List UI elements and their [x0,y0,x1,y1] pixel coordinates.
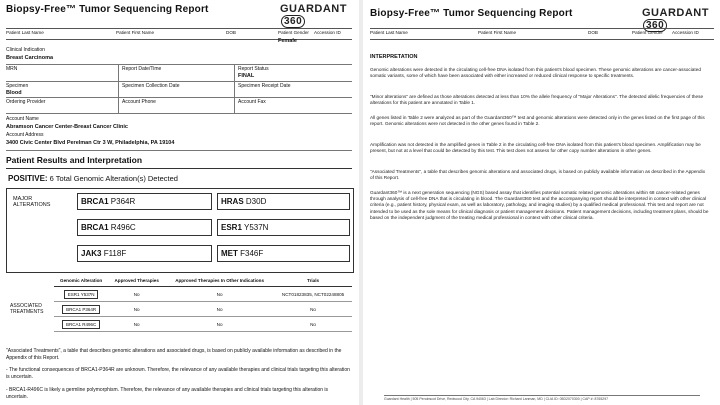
patient-first-name-label: Patient First Name [478,30,517,35]
other-indications-cell: No [165,302,274,317]
table-row [54,302,352,317]
alteration-card: BRCA1 P364R [77,193,212,210]
alteration-card: MET F346F [217,245,350,262]
positive-summary: POSITIVE: 6 Total Genomic Alteration(s) Detected [8,174,178,183]
interpretation-paragraph: All genes listed in Table 2 were analyzed as part of the Guardant360™ test and genomic alterations were detected only in the genes listed on the first page of this report. Genomic alterations were not detected in the other genes found in Table 2. [370,115,705,127]
table-row [54,287,352,302]
report-date-label: Report Date/Time [122,66,162,72]
grid-line [6,81,352,82]
other-indications-cell: No [165,287,274,302]
report-page-2 [364,0,720,405]
column-header: Approved Therapies [108,274,165,287]
approved-cell: No [108,317,165,332]
patient-gender-label: Patient Gender [278,30,309,35]
patient-gender-value: Female [278,38,297,44]
guardant-logo: GUARDANT360 [642,7,709,31]
grid-line [6,113,352,114]
major-alterations-box [6,188,354,273]
results-section-title: Patient Results and Interpretation [6,155,143,165]
patient-first-name-label: Patient First Name [116,30,155,35]
grid-line [6,97,352,98]
note-brca1-r496c: - BRCA1-R496C is likely a germline polymorphism. Therefore, the relevance of any available therapies and clinical trials targeting this alteration is uncertain. [6,387,329,400]
account-fax-label: Account Fax [238,99,266,105]
interpretation-paragraph: Genomic alterations were detected in the circulating cell-free DNA isolated from this patient's blood specimen. These genomic alterations are cancer-associated somatic variants, some of which have been associated with either increased or reduced clinical response to specific treatments. [370,67,701,79]
report-title: Biopsy-Free™ Tumor Sequencing Report [6,4,209,15]
account-name-label: Account Name [6,116,39,122]
table-row [54,317,352,332]
report-title: Biopsy-Free™ Tumor Sequencing Report [370,8,573,19]
guardant-logo: GUARDANT360 [280,3,347,27]
patient-last-name-label: Patient Last Name [6,30,44,35]
accession-id-label: Accession ID [314,30,341,35]
interpretation-heading: INTERPRETATION [370,54,418,60]
trials-cell: NCT01823835, NCT02248805 [274,287,352,302]
approved-cell: No [108,302,165,317]
alteration-tag: ESR1 Y537N [64,290,99,299]
clinical-indication-label: Clinical Indication [6,47,45,53]
clinical-indication-value: Breast Carcinoma [6,55,54,61]
other-indications-cell: No [165,317,274,332]
grid-line [234,64,235,113]
alteration-card: BRCA1 R496C [77,219,212,236]
patient-gender-label: Patient Gender [632,30,663,35]
section-rule [6,168,352,169]
account-address-value: 3400 Civic Center Blvd Perelman Ctr 3 W, Philadelphia, PA 19104 [6,140,175,146]
dob-label: DOB [588,30,598,35]
specimen-value: Blood [6,90,22,96]
table-header-row [54,274,352,287]
specimen-label: Specimen [6,83,29,89]
trials-cell: No [274,317,352,332]
patient-header-bar [6,28,352,40]
note-associated-treatments: "Associated Treatments", a table that describes genomic alterations and associated drugs, is based on publicly available information as described in the Appendix of this Report. [6,348,342,361]
alteration-card: JAK3 F118F [77,245,212,262]
note-brca1-p364r: - The functional consequences of BRCA1-P364R are unknown. Therefore, the relevance of any available therapies and clinical trials targeting this alteration is uncertain. [6,367,350,380]
grid-line [6,150,352,151]
approved-cell: No [108,287,165,302]
report-page-1 [0,0,358,405]
page-divider [359,0,363,405]
associated-treatments-table [54,274,352,332]
associated-treatments-label: ASSOCIATED TREATMENTS [10,303,44,315]
account-name-value: Abramson Cancer Center-Breast Cancer Clinic [6,124,128,130]
collection-date-label: Specimen Collection Date [122,83,180,89]
mrn-label: MRN [6,66,18,72]
report-status-value: FINAL [238,73,255,79]
interpretation-paragraph: "Minor alterations" are defined as those alterations detected at less than 10% the allele frequency of "Major Alterations". The detected allelic frequencies of these alterations for this patient are annotated in Table 1. [370,94,704,106]
grid-line [6,64,352,65]
page-footer: Guardant Health | 505 Penobscot Drive, Redwood City, CA 94063 | Lab Director: Richard Lanman, MD | CLIA ID: 05D2070300 | CAP #: 8765297 [384,395,700,401]
grid-line [118,64,119,113]
alteration-tag: BRCA1 P364R [62,305,100,314]
account-phone-label: Account Phone [122,99,156,105]
alteration-card: HRAS D30D [217,193,350,210]
major-alterations-label: MAJOR ALTERATIONS [13,196,51,208]
interpretation-paragraph: "Associated Treatments", a table that describes genomic alterations and associated drugs, is based on publicly available information as described in the Appendix of this Report. [370,169,706,181]
interpretation-paragraph: Guardant360™ is a next generation sequencing (NGS) based assay that identifies potential somatic related genomic alterations within 68 cancer-related genes through analysis of cell-free DNA that is circulating in blood. The Guardant360 test and the accompanying report should be interpreted in context with other clinical criteria (e.g., patient history, physical exam, as well as laboratory, pathology, and imaging studies) by a qualified medical professional. This test and report are not intended to be used as the sole means for clinical diagnosis or patient management decisions. Patient management decisions, including treatment plans, should be based on the independent judgment of the treating medical professional in context with other clinical criteria. [370,190,709,220]
account-address-label: Account Address [6,132,44,138]
alteration-card: ESR1 Y537N [217,219,350,236]
column-header: Trials [274,274,352,287]
trials-cell: No [274,302,352,317]
column-header: Genomic Alteration [54,274,108,287]
accession-id-label: Accession ID [672,30,699,35]
column-header: Approved Therapies In Other Indications [165,274,274,287]
receipt-date-label: Specimen Receipt Date [238,83,291,89]
report-status-label: Report Status [238,66,269,72]
interpretation-paragraph: Amplification was not detected in the amplified genes in Table 2 in the circulating cell-free DNA isolated from this patient's blood specimen. Amplification may be present, but not at a level that could be detected by this test. This test does not assess for other copy number alterations in other genes. [370,142,701,154]
ordering-provider-label: Ordering Provider [6,99,46,105]
patient-header-bar [370,28,714,40]
alteration-tag: BRCA1 R496C [62,320,100,329]
dob-label: DOB [226,30,236,35]
patient-last-name-label: Patient Last Name [370,30,408,35]
